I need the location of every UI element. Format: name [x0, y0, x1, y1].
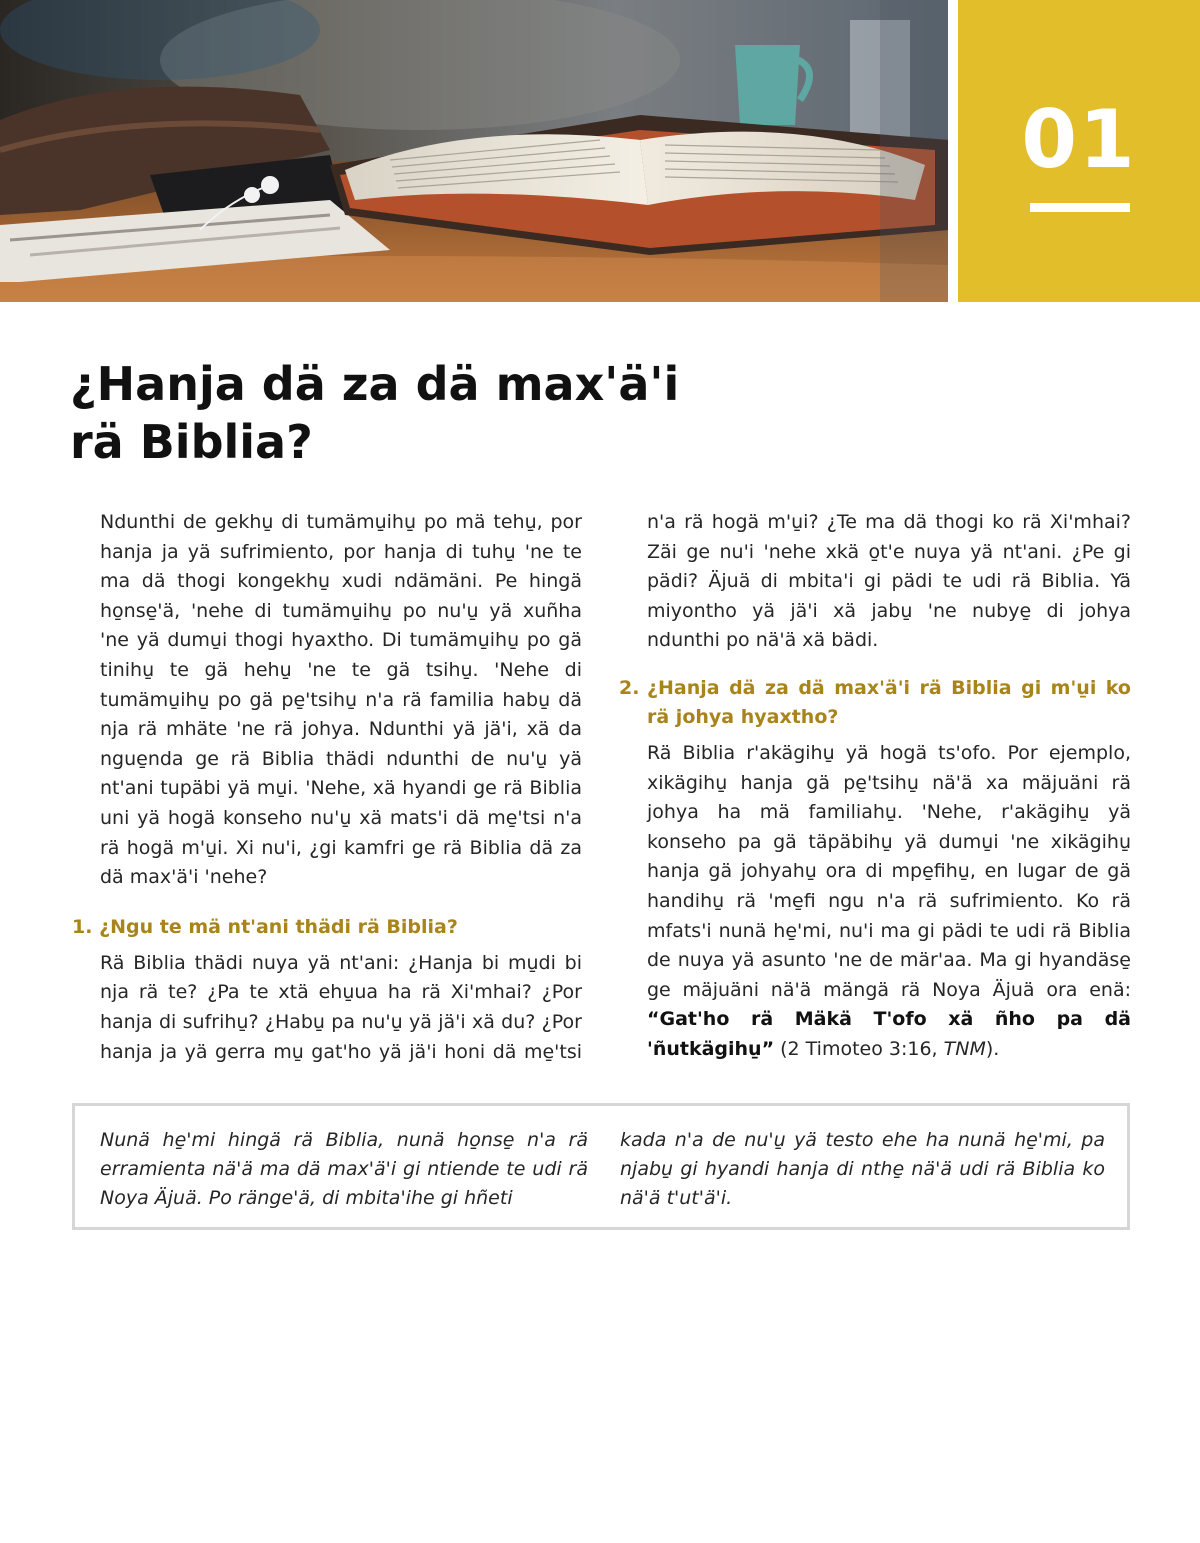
scripture-reference-close: ). [985, 1037, 1000, 1060]
study-note-box [72, 1103, 1130, 1230]
scripture-reference-open: (2 Timoteo 3:16, [780, 1037, 944, 1060]
scripture-quote: “Gat'ho rä Mäkä T'ofo xä ñho pa dä 'ñutkägihu̱” [647, 1008, 1131, 1060]
question-1-paragraph: Rä Biblia thädi nuya yä nt'ani: ¿Hanja bi mu̱di bi nja rä te? ¿Pa te xtä ehu̱ua ha rä Xi'mhai? ¿Por hanja di sufrihu̱? ¿Habu̱ pa nu'u̱ yä jä'i xä du? ¿Por hanja ja yä gerra mu̱ gat'ho yä jä'i honi dä me̱'tsi [100, 951, 582, 1063]
question-2-number: 2. [619, 676, 640, 699]
question-1-continued: n'a rä hogä m'u̱i? ¿Te ma dä thogi ko rä Xi'mhai? Zäi ge nu'i 'nehe xkä o̱t'e nuya yä nt'ani. ¿Pe gi pädi? Äjuä di mbita'i gi pädi te udi rä Biblia. Yä miyontho yä jä'i xä jabu̱ 'ne nubye̱ di johya ndunthi po nä'ä xä bädi. [647, 511, 1131, 652]
right-column [619, 508, 1131, 1065]
intro-paragraph: Ndunthi de gekhu̱ di tumämu̱ihu̱ po mä tehu̱, por hanja ja yä sufrimiento, por hanja di tuhu̱ 'ne te ma dä thogi kongekhu̱ xudi ndämäni. Pe hingä ho̱nse̱'ä, 'nehe di tumämu̱ihu̱ po nu'u̱ yä xuñha 'ne yä dumu̱i thogi hyaxtho. Di tumämu̱ihu̱ po gä tinihu̱ te gä hehu̱ 'ne te gä tsihu̱. 'Nehe di tumämu̱ihu̱ po gä pe̱'tsihu̱ n'a rä familia habu̱ dä nja rä mhäte 'ne rä johya. Ndunthi yä jä'i, xä da ngue̱nda ge rä Biblia thädi ndunthi de nu'u̱ yä nt'ani tupäbi yä mu̱i. 'Nehe, xä hyandi ge rä Biblia uni yä hogä konseho nu'u̱ xä mats'i dä me̱'tsi n'a rä hogä m'u̱i. Xi nu'i, ¿gi kamfri ge rä Biblia dä za dä max'ä'i 'nehe? [100, 511, 582, 889]
page-title-line-2: rä Biblia? [70, 415, 313, 469]
page-title [70, 355, 870, 471]
lesson-number-underline [1030, 203, 1130, 212]
question-2-paragraph [647, 739, 1131, 1065]
open-bible-photo [0, 0, 948, 302]
question-2-text: ¿Hanja dä za dä max'ä'i rä Biblia gi m'u̱i ko rä johya hyaxtho? [647, 676, 1131, 728]
question-1-number: 1. [72, 915, 93, 938]
question-2-heading [619, 674, 1131, 732]
continued-paragraph [647, 508, 1131, 656]
question-1-heading [72, 913, 582, 942]
question-2-body: Rä Biblia r'akägihu̱ yä hogä ts'ofo. Por ejemplo, xikägihu̱ hanja gä pe̱'tsihu̱ nä'ä xa mäjuäni rä johya ha mä familiahu̱. 'Nehe, r'akägihu̱ yä konseho pa gä täpäbihu̱ yä dumu̱i 'ne xikägihu̱ hanja gä johyahu̱ ora di mpe̱fihu̱, en lugar de gä handihu̱ rä 'me̱fi ngu n'a rä sufrimiento. Ko rä mfats'i nunä he̱'mi, nu'i ma gi pädi te udi rä Biblia de nuya yä asunto 'ne de mär'aa. Ma gi hyandäse̱ ge mäjuäni nä'ä mängä rä Noya Äjuä ora enä: [647, 741, 1131, 1001]
left-column [72, 508, 582, 1067]
bible-translation-abbreviation: TNM [943, 1037, 986, 1060]
lesson-number: 01 [1021, 93, 1137, 186]
page-title-line-1: ¿Hanja dä za dä max'ä'i [70, 357, 680, 411]
study-note-right: kada n'a de nu'u̱ yä testo ehe ha nunä he̱'mi, pa njabu̱ gi hyandi hanja di nthe̱ nä'ä udi rä Biblia ko nä'ä t'ut'ä'i. [620, 1129, 1105, 1209]
lesson-number-box [958, 0, 1200, 302]
hero-image [0, 0, 948, 302]
scripture-reference [780, 1038, 999, 1060]
study-note-left: Nunä he̱'mi hingä rä Biblia, nunä ho̱nse̱ n'a rä erramienta nä'ä ma dä max'ä'i gi ntiende te udi rä Noya Äjuä. Po ränge'ä, di mbita'ihe gi hñeti [100, 1129, 588, 1209]
question-1-text: ¿Ngu te mä nt'ani thädi rä Biblia? [99, 915, 458, 938]
